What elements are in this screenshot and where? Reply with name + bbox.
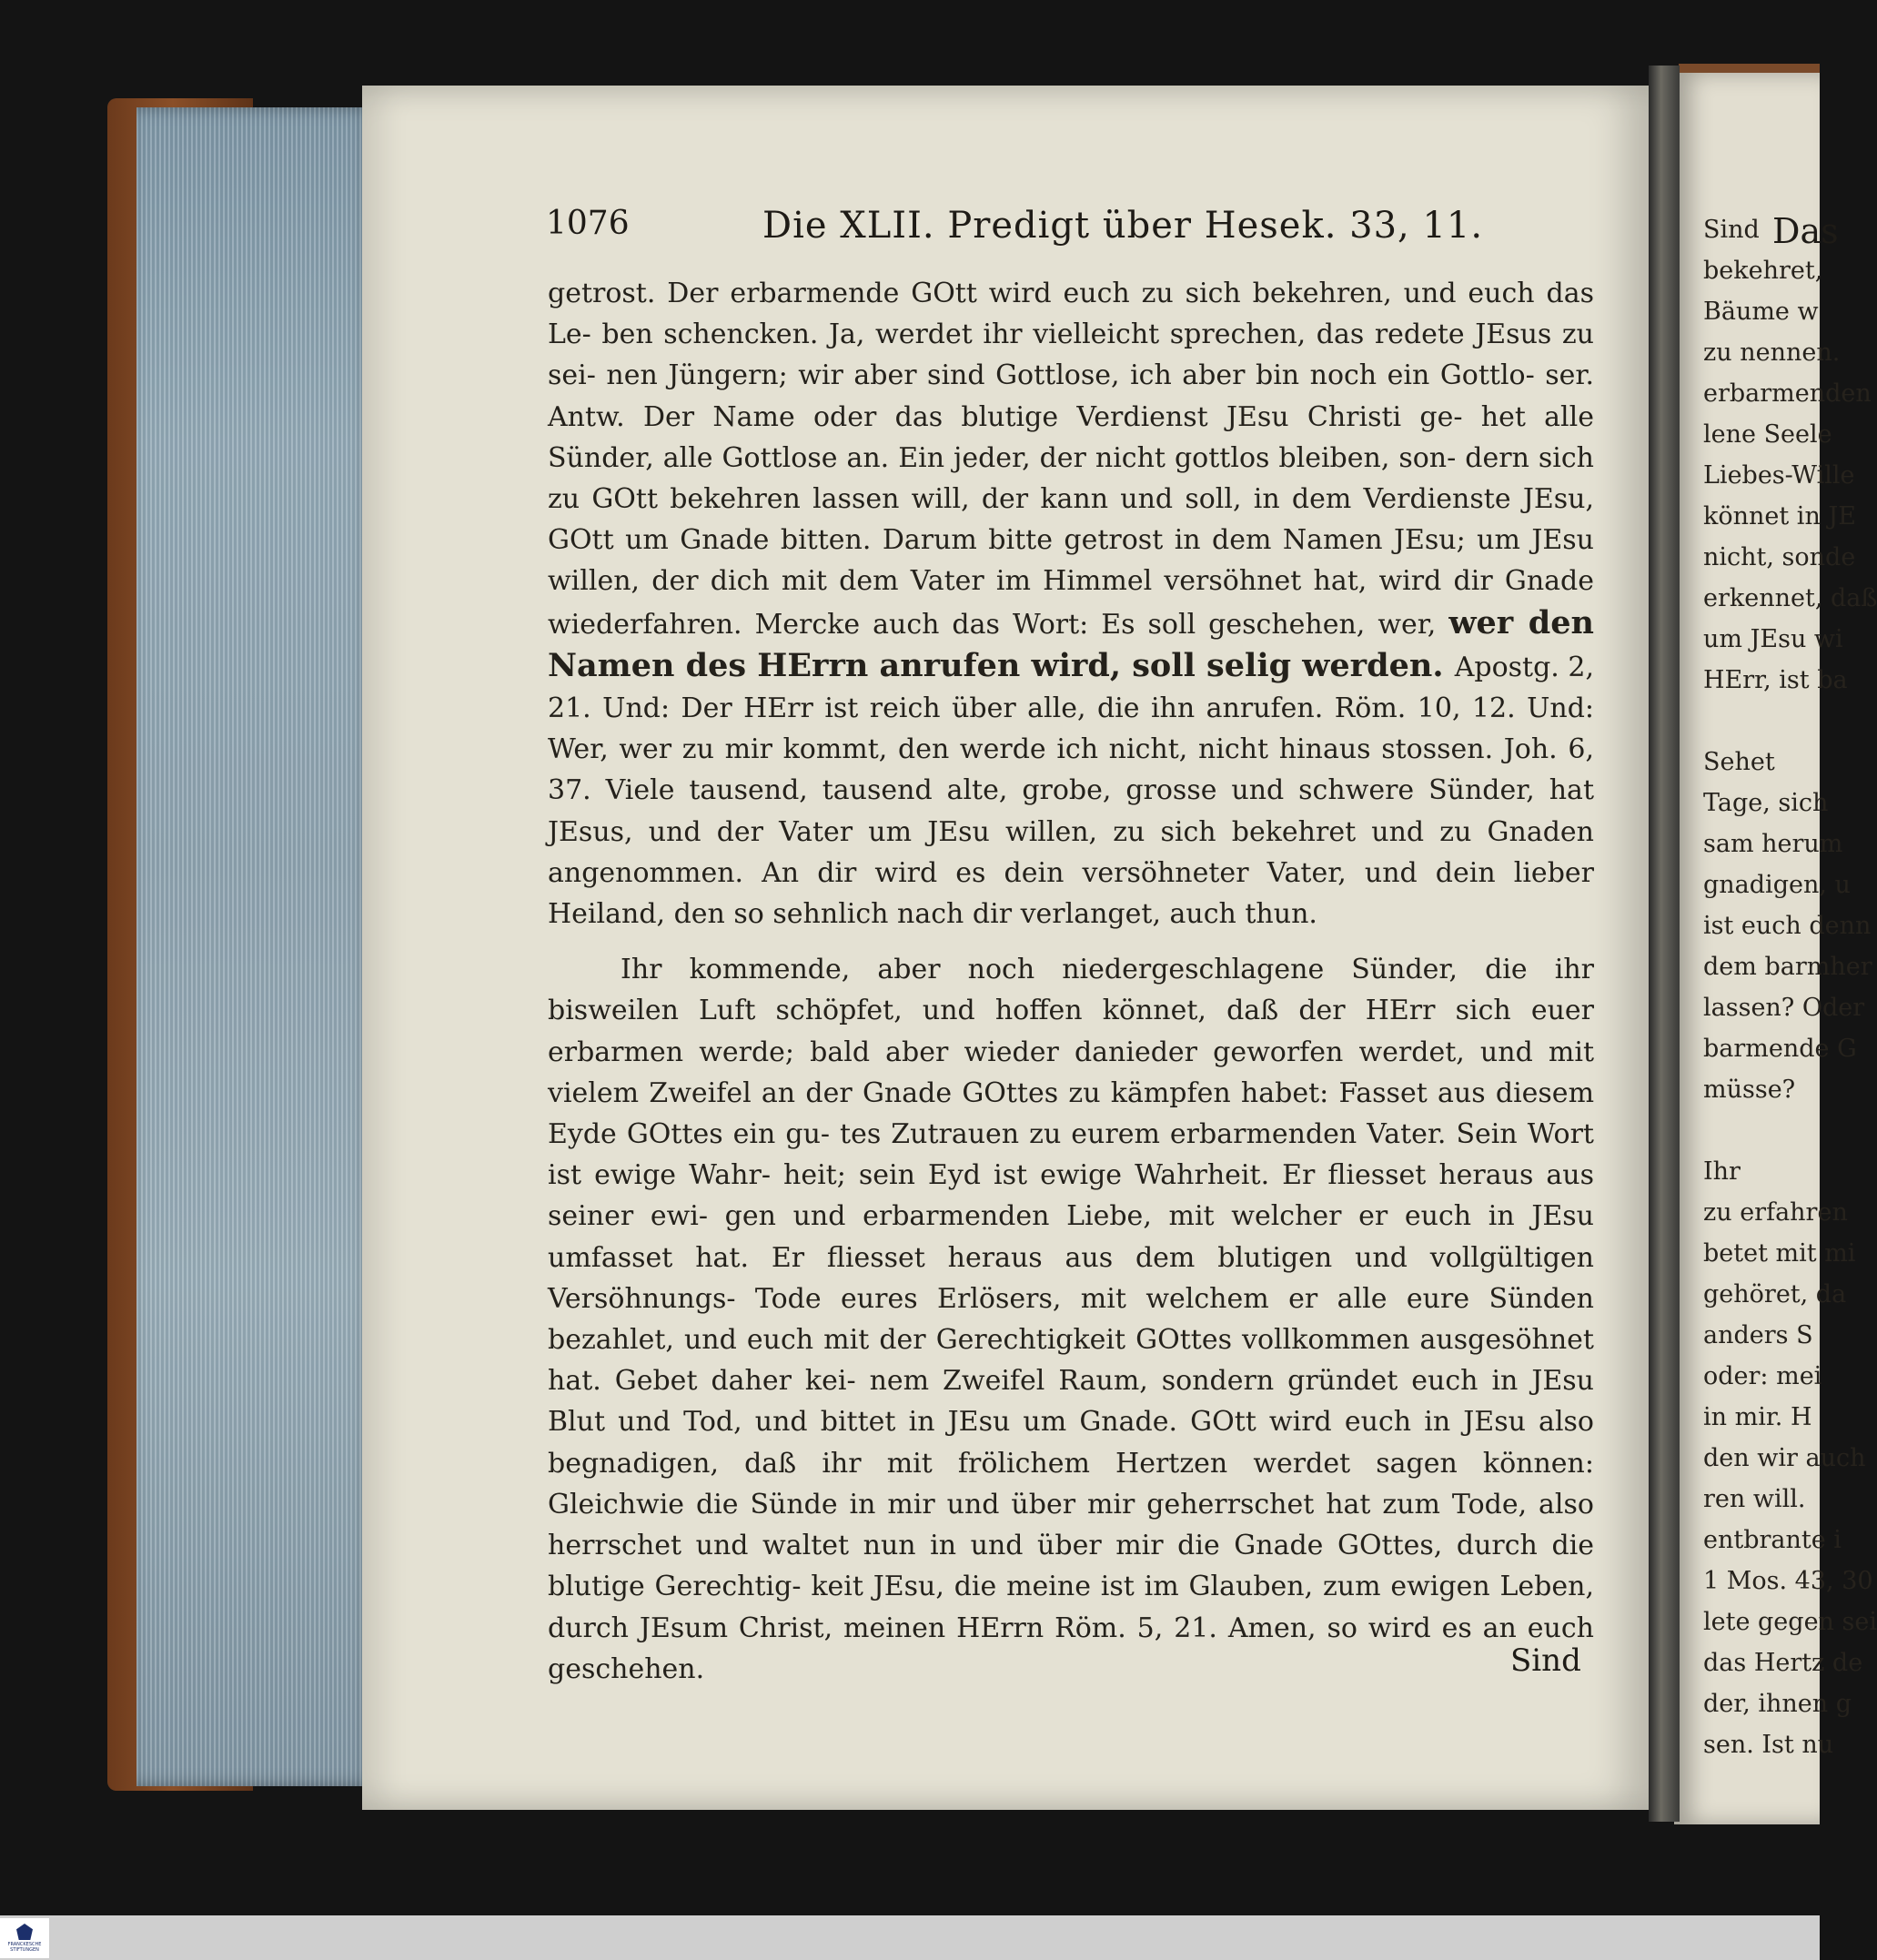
text-line: gen und erbarmenden Liebe, mit welcher er euch in JEsu umfasset hat. <box>548 1200 1594 1274</box>
text-line: werde; bald aber wieder danieder geworfen werdet, und mit vielem Zweifel an <box>548 1036 1594 1109</box>
right-text-line: barmende G <box>1703 1035 1857 1063</box>
right-text-line: gehöret, da <box>1703 1280 1847 1308</box>
right-text-line: zu erfahren <box>1703 1198 1848 1227</box>
text-line: in JEsu um Gnade. GOtt wird euch in JEsu also begnadigen, daß ihr mit <box>548 1406 1594 1480</box>
text-line: Röm. 10, 12. Und: Wer, wer zu mir kommt, den werde ich nicht, <box>548 692 1595 766</box>
right-text-line: um JEsu wi <box>1703 625 1843 653</box>
right-text-line: oder: mei <box>1703 1362 1822 1390</box>
right-running-head: Das <box>1772 211 1839 251</box>
catchword: Sind <box>1510 1642 1581 1679</box>
right-text-line: lene Seele <box>1703 420 1832 449</box>
right-text-line: entbrante i <box>1703 1526 1842 1554</box>
logo-text: FRANCKESCHE STIFTUNGEN <box>7 1942 42 1953</box>
right-text-line: den wir auch <box>1703 1444 1866 1472</box>
right-text-line: Tage, sich <box>1703 789 1829 817</box>
text-line: bisweilen Luft schöpfet, und hoffen könnet, daß der HErr sich euer erbarmen <box>548 995 1594 1068</box>
right-text-line: in mir. H <box>1703 1403 1812 1431</box>
right-text-line: Liebes-Wille <box>1703 461 1855 490</box>
paragraph-1 <box>548 273 1594 935</box>
paragraph-2 <box>548 949 1594 1690</box>
text-line: JEsu, GOtt um Gnade bitten. Darum bitte getrost in dem Namen JEsu; <box>548 483 1594 557</box>
text-line: Gnade wiederfahren. Mercke auch das Wort: Es soll geschehen, wer, <box>548 565 1594 641</box>
text-line: über mir geherrschet hat zum Tode, also herrschet und waltet nun <box>548 1488 1594 1562</box>
text-line: nem Zweifel Raum, sondern gründet euch in JEsu Blut und Tod, und bittet <box>548 1365 1594 1439</box>
text-line: sich bekehret und zu Gnaden angenommen. An dir wird es dein versöhneter <box>548 815 1595 889</box>
right-text-line <box>1703 1110 1820 1151</box>
text-line: mit der Gerechtigkeit GOttes vollkommen ausgesöhnet hat. Gebet daher kei- <box>548 1324 1594 1398</box>
right-text-line: sen. Ist nu <box>1703 1731 1834 1759</box>
text-line: Tode eures Erlösers, mit welchem er alle eure Sünden bezahlet, und euch <box>548 1282 1594 1357</box>
page-number: 1076 <box>546 205 630 242</box>
text-line: ser. Antw. Der Name oder das blutige Verdienst JEsu Christi ge- <box>548 359 1595 433</box>
right-text-line: zu nennen. <box>1703 338 1841 367</box>
right-text-line: das Hertz de <box>1703 1649 1863 1677</box>
right-text-line: betet mit mi <box>1703 1239 1856 1268</box>
text-line: in und über mir die Gnade GOttes, durch die blutige Gerechtig- <box>548 1530 1594 1603</box>
right-text-line: Bäume w <box>1703 298 1819 326</box>
text-line: het alle Sünder, alle Gottlose an. Ein jeder, der nicht gottlos bleiben, son- <box>548 400 1594 474</box>
text-line: Vater, und dein lieber Heiland, den so sehnlich nach dir verlanget, auch thun. <box>548 856 1594 931</box>
text-line: Ihr kommende, aber noch niedergeschlagene Sünder, die ihr <box>621 954 1594 986</box>
text-line: wer den Namen des HErrn anrufen wird, soll selig werden. <box>548 603 1594 684</box>
right-text-line: lassen? Oder <box>1703 994 1865 1022</box>
logo-icon <box>16 1924 33 1940</box>
right-text-line: lete gegen sei <box>1703 1608 1877 1636</box>
right-text-line: Sehet <box>1703 748 1775 776</box>
right-text-line: Ihr <box>1703 1157 1741 1186</box>
right-text-line: Sind <box>1703 216 1760 244</box>
text-line: grosse und schwere Sünder, hat JEsus, und der Vater um JEsu willen, zu <box>548 774 1594 848</box>
text-line: frölichem Hertzen werdet sagen können: Gleichwie die Sünde in mir und <box>548 1447 1594 1521</box>
text-line: Er fliesset heraus aus dem blutigen und vollgültigen Versöhnungs- <box>548 1241 1595 1315</box>
right-text-line: erbarmenden <box>1703 379 1872 408</box>
running-head: Die XLII. Predigt über Hesek. 33, 11. <box>762 205 1484 247</box>
right-text-line: anders S <box>1703 1321 1813 1349</box>
right-page-text <box>1703 209 1877 1765</box>
text-line: euch geschehen. <box>548 1611 1594 1685</box>
right-text-line: dem barmher <box>1703 953 1872 981</box>
right-text-line <box>1703 701 1820 742</box>
right-text-line: HErr, ist ba <box>1703 666 1848 694</box>
right-text-line: gnadigen, u <box>1703 871 1851 899</box>
right-text-line: 1 Mos. 43, 30 <box>1703 1567 1873 1595</box>
text-line: heit; sein Eyd ist ewige Wahrheit. Er fliesset heraus aus seiner ewi- <box>548 1159 1594 1233</box>
text-line: Apostg. 2, 21. Und: Der HErr ist reich über alle, die ihn anrufen. <box>548 651 1594 725</box>
viewer-footer-bar <box>0 1915 1820 1960</box>
text-line: keit JEsu, die meine ist im Glauben, zum ewigen Leben, durch <box>548 1571 1594 1644</box>
right-text-line: bekehret, <box>1703 257 1823 285</box>
text-line: getrost. Der erbarmende GOtt wird euch zu sich bekehren, und euch das Le- <box>548 278 1594 351</box>
right-text-line: müsse? <box>1703 1076 1796 1104</box>
page-edges <box>136 107 375 1786</box>
text-line: JEsum Christ, meinen HErrn Röm. 5, 21. Amen, so wird es an <box>639 1611 1528 1644</box>
right-text-line: der, ihnen g <box>1703 1690 1852 1718</box>
right-text-line: ren will. <box>1703 1485 1806 1513</box>
text-line: tes Zutrauen zu eurem erbarmenden Vater. Sein Wort ist ewige Wahr- <box>548 1118 1594 1192</box>
text-line: ben schencken. Ja, werdet ihr vielleicht sprechen, das redete JEsus zu sei- <box>548 318 1594 392</box>
text-line: nicht hinaus stossen. Joh. 6, 37. Viele tausend, tausend alte, grobe, <box>548 733 1594 807</box>
text-line: nen Jüngern; wir aber sind Gottlose, ich aber bin noch ein Gottlo- <box>606 359 1546 392</box>
right-text-line: könnet in JE <box>1703 502 1856 530</box>
text-line: um JEsu willen, der dich mit dem Vater im Himmel versöhnet hat, wird dir <box>548 524 1594 598</box>
main-text <box>548 273 1594 1690</box>
right-text-line: erkennet, daß <box>1703 584 1877 612</box>
text-line: der Gnade GOttes zu kämpfen habet: Fasset aus diesem Eyde GOttes ein gu- <box>548 1076 1595 1151</box>
right-text-line: ist euch denn <box>1703 912 1872 940</box>
book-gutter <box>1649 66 1680 1822</box>
library-logo[interactable] <box>0 1918 49 1958</box>
right-text-line: nicht, sonde <box>1703 543 1856 571</box>
right-text-line: sam herum <box>1703 830 1843 858</box>
text-line: dern sich zu GOtt bekehren lassen will, der kann und soll, in dem Verdienste <box>548 441 1594 516</box>
